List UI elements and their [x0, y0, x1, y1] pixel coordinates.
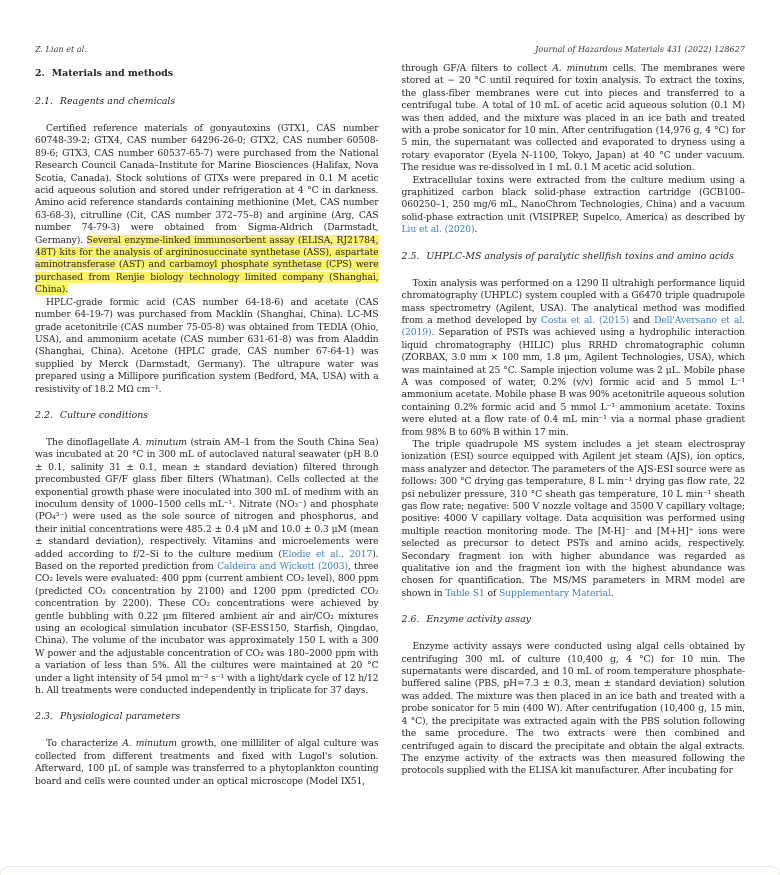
text-segment: cells. The membranes were stored at − 20 °C until required for toxin analysis. To extract the toxins, the glass-fiber membranes were cut into pieces and transferred to a centrifugal tube. A total of 10 mL of acetic acid aqueous solution (0.1 M) was then added, and the mixture was placed in an ice bath and treated with a probe sonicator for 10 min. After centrifugation (14,976 g, 4 °C) for 5 min, the supernatant was collected and evaporated to dryness using a rotary evaporator (Eyela N-1100, Tokyo, Japan) at 40 °C under vacuum. The residue was re-dissolved in 1 mL 0.1 M acetic acid solution. [401, 63, 745, 174]
subsection-title: UHPLC-MS analysis of paralytic shellfish toxins and amino acids [426, 250, 734, 262]
left-column [35, 63, 379, 788]
text-segment: through GF/A filters to collect [401, 63, 553, 74]
right-column [402, 63, 746, 788]
paragraph-extracellular-toxins [402, 175, 746, 237]
text-segment: and [628, 314, 655, 326]
citation-link[interactable]: Supplementary Material [499, 587, 611, 599]
text-segment: A. minutum [122, 738, 177, 750]
text-segment: The dinoflagellate [46, 436, 133, 448]
running-head [35, 44, 745, 54]
text-segment: Extracellular toxins were extracted from the culture medium using a graphitized carbon black solid-phase extraction cartridge (GCB100–060250–1, 250 mg/6 mL, NanoChrom Technologies, China) and a vacuum solid-phase extraction unit (VISIPREP, Supelco, America) as described by [401, 174, 745, 223]
citation-link[interactable]: Table S1 [445, 587, 485, 599]
text-segment: A. minutum [552, 63, 608, 74]
subsection-heading-physiological-parameters [35, 711, 379, 723]
citation-link[interactable]: Elodie et al., 2017 [281, 548, 373, 560]
text-segment: (strain AM–1 from the South China Sea) was incubated at 20 °C in 300 mL of autoclaved natural seawater (pH 8.0 ± 0.1, salinity 31 ± 0.1, mean ± standard deviation) filtered through precombusted GF/F glass fiber filters (Whatman). Cells collected at the exponential growth phase were inoculated into 300 mL of medium with an inoculum density of 1000–1500 cells mL⁻¹. Nitrate (NO₃⁻) and phosphate (PO₄³⁻) were used as the sole source of nitrogen and phosphorus, and their initial concentrations were 485.2 ± 0.4 μM and 10.0 ± 0.3 μM (mean ± standard deviation), respectively. Vitamins and microelements were added according to f/2–Si to the culture medium ( [35, 436, 379, 560]
subsection-heading-enzyme-activity-assay [402, 614, 746, 626]
text-segment: HPLC-grade formic acid (CAS number 64-18-6) and acetate (CAS number 64-19-7) was purchased from Macklin (Shanghai, China). LC-MS grade acetonitrile (CAS number 75-05-8) was obtained from TEDIA (Ohio, USA), and ammonium acetate (CAS number 631-61-8) was from Aladdin (Shanghai, China). Acetone (HPLC grade, CAS number 67-64-1) was supplied by Merck (Darmstadt, Germany). The ultrapure water was prepared using a Millipore purification system (Bedford, MA, USA) with a resistivity of 18.2 MΩ cm⁻¹. [35, 296, 379, 395]
subsection-title: Culture conditions [59, 409, 149, 421]
text-segment: growth, one milliliter of algal culture was collected from different treatments and fixed with Lugol's solution. Afterward, 100 μL of sample was transferred to a phytoplankton counting board and cells were counted under an optical microscope (Model IX51, [35, 738, 379, 787]
subsection-heading-uhplc-ms-analysis [402, 251, 746, 263]
text-segment: The triple quadrupole MS system includes a jet steam electrospray ionization (ESI) source equipped with Agilent jet steam (AJS), ion optics, mass analyzer and detector. The parameters of the AJS-ESI source were as follows: 300 °C drying gas temperature, 8 L min⁻¹ drying gas flow rate, 22 psi nebulizer pressure, 310 °C sheath gas temperature, 10 L min⁻¹ sheath gas flow rate; negative: 500 V nozzle voltage and 3500 V capillary voltage; positive: 4000 V capillary voltage. Data acquisition was performed using multiple reaction monitoring mode. The [M-H]⁻ and [M+H]⁺ ions were selected as precursor to detect PSTs and amino acids, respectively. Secondary fragment ion with higher abundance was regarded as qualitative ion and the fragment ion with the highest abundance was chosen for quantification. The MS/MS parameters in MRM model are shown in [401, 438, 745, 599]
subsection-title: Reagents and chemicals [59, 96, 176, 107]
subsection-title: Physiological parameters [59, 711, 181, 723]
text-segment: , three CO₂ levels were evaluated: 400 ppm (current ambient CO₂ level), 800 ppm (predicted CO₂ concentration by 2100) and 1200 ppm (predicted CO₂ concentration by 2200). These CO₂ concentrations were achieved by gentle bubbling with 0.22 μm filtered ambient air and air/CO₂ mixtures using an ecological simulation incubator (SF-ESS150, Starfish, Qingdao, China). The volume of the incubator was approximately 150 L with a 300 W power and the adjustable concentration of CO₂ was 180–2000 ppm with a variation of less than 5%. All the cultures were maintained at 20 °C under a light intensity of 54 μmol m⁻² s⁻¹ with a light/dark cycle of 12 h/12 h. All treatments were conducted independently in triplicate for 37 days. [35, 561, 379, 697]
text-segment: A. minutum [132, 436, 187, 448]
paragraph-culture-conditions [35, 437, 379, 698]
paragraph-enzyme-activity [402, 641, 746, 777]
text-segment: of [484, 587, 500, 599]
subsection-number: 2.1. [35, 96, 53, 107]
text-segment: ). Based on the reported prediction from [35, 548, 379, 572]
citation-link[interactable]: Caldeira and Wickett (2003) [217, 561, 348, 572]
citation-link[interactable]: Liu et al. (2020) [401, 224, 475, 236]
running-journal-title: Journal of Hazardous Materials 431 (2022) 128627 [535, 44, 745, 54]
subsection-heading-culture-conditions [35, 410, 379, 422]
text-segment: Toxin analysis was performed on a 1290 II ultrahigh performance liquid chromatography (UHPLC) system coupled with a G6470 triple quadrupole mass spectrometry (Agilent, USA). The analytical method was modified from a method developed by [401, 277, 745, 326]
subsection-heading-reagents-and-chemicals [35, 96, 379, 108]
paragraph-physiological-parameters [35, 738, 379, 788]
subsection-title: Enzyme activity assay [426, 614, 531, 626]
viewport-bottom-edge [0, 866, 780, 875]
text-segment: . [474, 224, 478, 236]
subsection-number: 2.5. [401, 250, 420, 262]
paragraph-reagents-1 [35, 123, 379, 297]
text-segment: . [610, 587, 614, 599]
text-segment: To characterize [46, 738, 123, 750]
paragraph-toxin-analysis [402, 278, 746, 439]
two-column-body [35, 63, 745, 788]
paragraph-toxin-extraction-continued [402, 63, 746, 175]
section-heading-materials-and-methods [35, 68, 379, 80]
text-segment: Certified reference materials of gonyautoxins (GTX1, CAS number 60748-39-2; GTX4, CAS number 64296-26-0; GTX2, CAS number 60508-89-6; GTX3, CAS number 60537-65-7) were purchased from the National Research Council Canada–Institute for Marine Biosciences (Halifax, Nova Scotia, Canada). Stock solutions of GTXs were prepared in 0.1 M acetic acid aqueous solution and stored under refrigeration at 4 °C in darkness. Amino acid reference standards containing methionine (Met, CAS number 63-68-3), citrulline (Cit, CAS number 372–75–8) and arginine (Arg, CAS number 74-79-3) were obtained from Sigma-Aldrich (Darmstadt, Germany). [35, 123, 379, 246]
citation-link[interactable]: Dell'Aversano et al. (2019) [401, 314, 745, 339]
subsection-number: 2.2. [35, 409, 53, 421]
text-segment: . Separation of PSTs was achieved using a hydrophilic interaction liquid chromatography (HILIC) plus RRHD chromatographic column (ZORBAX, 3.0 mm × 100 mm, 1.8 μm, Agilent Technologies, USA), which was maintained at 25 °C. Sample injection volume was 2 μL. Mobile phase A was composed of water, 0.2% (v/v) formic acid and 5 mmol L⁻¹ ammonium acetate. Mobile phase B was 90% acetonitrile aqueous solution containing 0.2% formic acid and 5 mmol L⁻¹ ammonium acetate. Toxins were eluted at a flow rate of 0.4 mL min⁻¹ via a normal phase gradient from 98% B to 60% B within 17 min. [401, 327, 745, 438]
text-segment: Enzyme activity assays were conducted using algal cells obtained by centrifuging 300 mL of culture (10,400 g, 4 °C) for 10 min. The supernatants were discarded, and 10 mL of room temperature phosphate-buffered saline (PBS, pH=7.3 ± 0.3, mean ± standard deviation) solution was added. The mixture was then placed in an ice bath and treated with a probe sonicator for 5 min (400 W). After centrifugation (10,400 g, 15 min, 4 °C), the precipitate was extracted again with the PBS solution following the same procedure. The two extracts were then combined and centrifuged again to discard the precipitate and obtain the algal extracts. The enzyme activity of the extracts was then measured following the protocols supplied with the ELISA kit manufacturer. After incubating for [401, 641, 745, 777]
citation-link[interactable]: Costa et al. (2015) [540, 314, 629, 326]
section-title: Materials and methods [51, 68, 174, 79]
highlighted-text: Several enzyme-linked immunosorbent assay (ELISA, RJ21784, 48T) kits for the analysis of argininosuccinate synthetase (ASS), aspartate aminotransferase (AST) and carbamoyl phosphate synthetase (CPS) were purchased from Renjie biology technology limited company (Shanghai, China). [35, 234, 379, 296]
subsection-number: 2.3. [35, 711, 53, 723]
paragraph-reagents-2 [35, 297, 379, 396]
running-author: Z. Lian et al. [35, 44, 87, 54]
section-number: 2. [35, 68, 45, 79]
paragraph-ms-parameters [402, 439, 746, 600]
subsection-number: 2.6. [401, 614, 420, 626]
